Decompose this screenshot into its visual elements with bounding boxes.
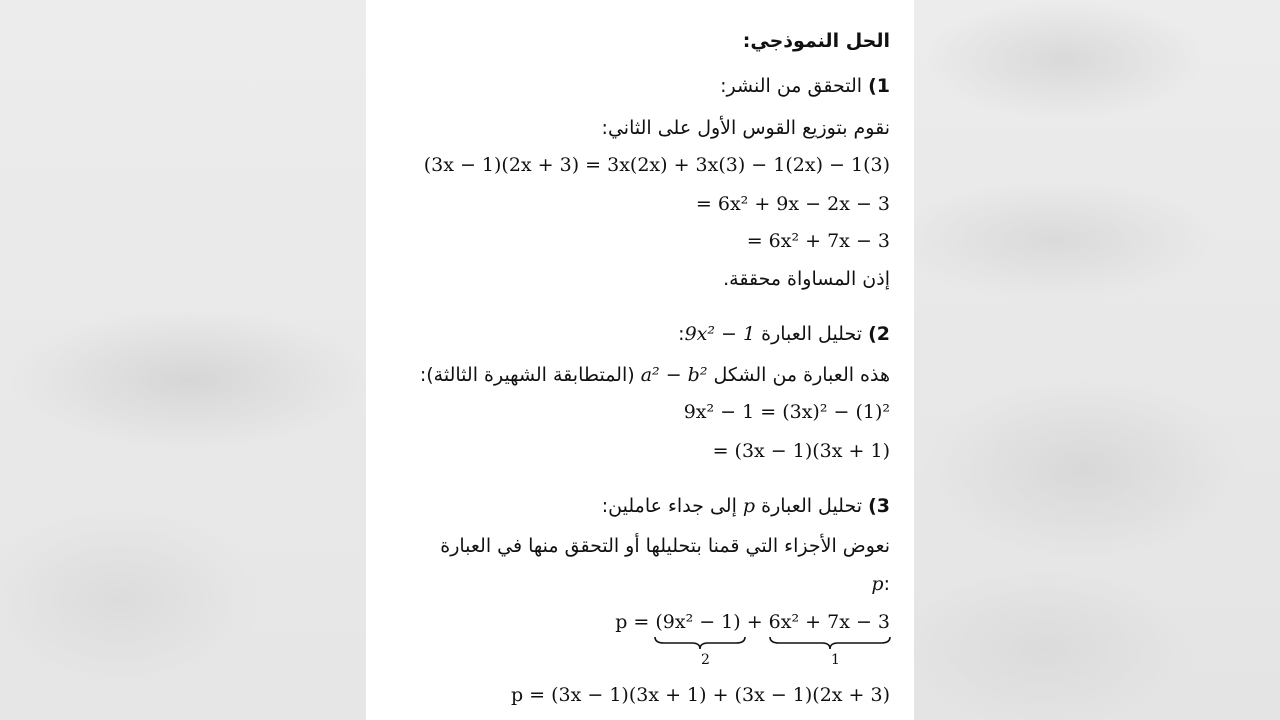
blurred-background-left — [0, 0, 366, 720]
solution-heading: الحل النموذجي: — [742, 30, 890, 52]
step2-title-suffix: : — [678, 323, 685, 345]
step3-intro-end — [871, 573, 890, 595]
step2-title — [678, 323, 890, 345]
underbrace-left — [654, 636, 746, 650]
step3-intro-colon: : — [883, 573, 890, 595]
step3-equation-substitution: p = (9x² − 1) + 6x² + 7x − 3 — [615, 611, 890, 633]
step1-title-text: التحقق من النشر: — [720, 75, 863, 97]
step2-form-line — [420, 364, 890, 386]
step2-equation-1: 9x² − 1 = (3x)² − (1)² — [683, 401, 890, 423]
step2-equation-2: = (3x − 1)(3x + 1) — [712, 440, 890, 462]
step3-title-suffix: إلى جداء عاملين: — [601, 495, 737, 517]
step3-title — [602, 495, 890, 517]
underbrace-right-label: 1 — [831, 652, 840, 668]
document-page — [366, 0, 914, 720]
step3-intro-variable: p — [871, 573, 884, 595]
step3-equation-final: p = (3x − 1)(3x + 1) + (3x − 1)(2x + 3) — [510, 684, 890, 706]
step2-form-prefix: هذه العبارة من الشكل — [713, 364, 890, 386]
step1-equation-2: = 6x² + 9x − 2x − 3 — [695, 193, 890, 215]
step3-title-prefix: تحليل العبارة — [761, 495, 863, 517]
step1-number: 1) — [868, 75, 890, 97]
step2-form-expression: a² − b² — [640, 364, 708, 386]
step2-number: 2) — [868, 323, 890, 345]
step2-title-prefix: تحليل العبارة — [761, 323, 863, 345]
step3-title-variable: p — [742, 495, 756, 517]
step1-conclusion: إذن المساواة محققة. — [723, 268, 890, 290]
step3-number: 3) — [868, 495, 890, 517]
step2-title-expression: 9x² − 1 — [684, 323, 756, 345]
blurred-background-right — [914, 0, 1280, 720]
step1-intro: نقوم بتوزيع القوس الأول على الثاني: — [601, 117, 890, 139]
step3-intro: نعوض الأجزاء التي قمنا بتحليلها أو التحقق منها في العبارة — [440, 535, 890, 557]
underbrace-right — [769, 636, 891, 650]
step1-equation-1: (3x − 1)(2x + 3) = 3x(2x) + 3x(3) − 1(2x) − 1(3) — [423, 154, 890, 176]
step2-form-note: (المتطابقة الشهيرة الثالثة): — [419, 364, 635, 386]
step1-title — [720, 75, 890, 97]
underbrace-left-label: 2 — [701, 652, 710, 668]
step1-equation-3: = 6x² + 7x − 3 — [746, 230, 890, 252]
